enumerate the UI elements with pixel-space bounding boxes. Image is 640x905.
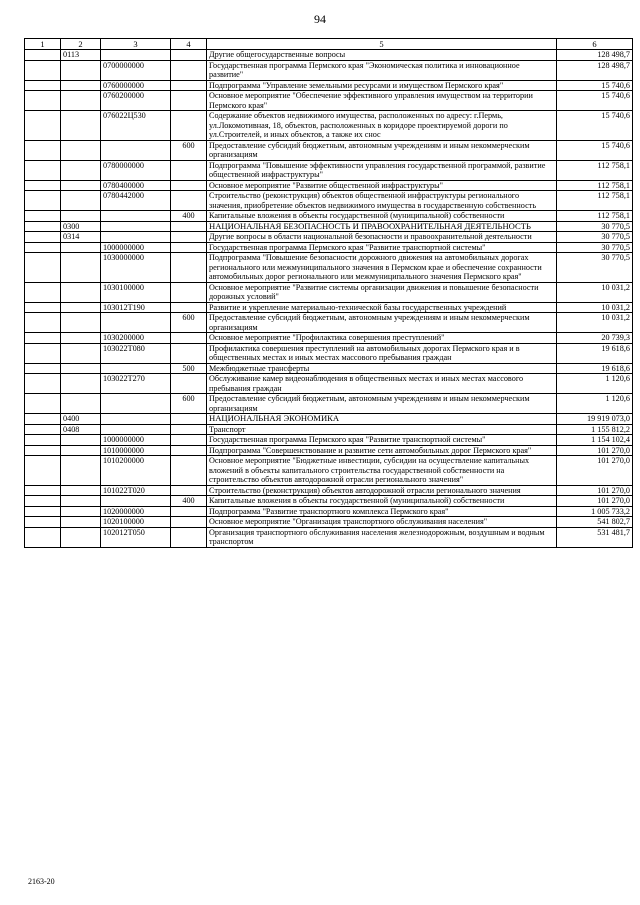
cell-section	[25, 313, 61, 333]
cell-amount: 1 155 812,2	[557, 424, 633, 435]
cell-expense-type	[171, 414, 207, 425]
cell-section	[25, 80, 61, 91]
budget-table	[24, 38, 633, 548]
table-row	[25, 50, 633, 61]
cell-target-article: 101022Т020	[101, 485, 171, 496]
cell-description: Основное мероприятие "Бюджетные инвестиции, субсидии на осуществление капитальных вложений в объекты капитального строительства государственной собственности на строительство объектов автодорожной отрасли регионального значения"	[207, 456, 557, 486]
cell-section	[25, 221, 61, 232]
cell-description: Предоставление субсидий бюджетным, автономным учреждениям и иным некоммерческим организациям	[207, 313, 557, 333]
cell-expense-type: 600	[171, 313, 207, 333]
table-row	[25, 343, 633, 363]
cell-target-article	[101, 496, 171, 507]
cell-expense-type	[171, 221, 207, 232]
cell-expense-type	[171, 424, 207, 435]
table-row	[25, 282, 633, 302]
cell-section	[25, 160, 61, 180]
cell-target-article	[101, 313, 171, 333]
table-row	[25, 445, 633, 456]
table-row	[25, 242, 633, 253]
cell-description: Основное мероприятие "Организация транспортного обслуживания населения"	[207, 517, 557, 528]
table-row	[25, 221, 633, 232]
cell-amount: 10 031,2	[557, 313, 633, 333]
cell-expense-type	[171, 232, 207, 243]
table-row	[25, 232, 633, 243]
header-row	[25, 39, 633, 50]
cell-section	[25, 527, 61, 547]
cell-subsection	[61, 302, 101, 313]
cell-section	[25, 374, 61, 394]
cell-section	[25, 394, 61, 414]
cell-section	[25, 60, 61, 80]
cell-subsection	[61, 363, 101, 374]
cell-expense-type	[171, 60, 207, 80]
cell-subsection	[61, 485, 101, 496]
cell-expense-type: 500	[171, 363, 207, 374]
cell-target-article	[101, 140, 171, 160]
cell-amount: 101 270,0	[557, 456, 633, 486]
cell-expense-type: 600	[171, 394, 207, 414]
cell-section	[25, 282, 61, 302]
cell-section	[25, 242, 61, 253]
cell-section	[25, 333, 61, 344]
table-body	[25, 50, 633, 548]
cell-target-article: 0780442000	[101, 191, 171, 211]
cell-section	[25, 191, 61, 211]
cell-section	[25, 253, 61, 283]
cell-section	[25, 445, 61, 456]
cell-section	[25, 343, 61, 363]
cell-section	[25, 211, 61, 222]
cell-section	[25, 111, 61, 141]
table-row	[25, 414, 633, 425]
table-row	[25, 506, 633, 517]
cell-subsection	[61, 456, 101, 486]
cell-description: Развитие и укрепление материально-технической базы государственных учреждений	[207, 302, 557, 313]
cell-description: Основное мероприятие "Профилактика совершения преступлений"	[207, 333, 557, 344]
cell-description: Подпрограмма "Повышение эффективности управления государственной программой, развитие общественной инфраструктуры"	[207, 160, 557, 180]
cell-subsection	[61, 242, 101, 253]
cell-subsection: 0314	[61, 232, 101, 243]
table-row	[25, 160, 633, 180]
cell-target-article	[101, 221, 171, 232]
table-header	[25, 39, 633, 50]
cell-expense-type	[171, 445, 207, 456]
cell-amount: 15 740,6	[557, 140, 633, 160]
cell-description: Другие вопросы в области национальной безопасности и правоохранительной деятельности	[207, 232, 557, 243]
cell-subsection	[61, 527, 101, 547]
cell-subsection	[61, 282, 101, 302]
cell-description: Основное мероприятие "Обеспечение эффективного управления имуществом на территории Пермского края"	[207, 91, 557, 111]
cell-description: Другие общегосударственные вопросы	[207, 50, 557, 61]
cell-amount: 1 154 102,4	[557, 435, 633, 446]
header-col-6: 6	[557, 39, 633, 50]
cell-subsection	[61, 191, 101, 211]
cell-amount: 128 498,7	[557, 50, 633, 61]
cell-section	[25, 456, 61, 486]
cell-target-article: 1000000000	[101, 242, 171, 253]
cell-subsection	[61, 496, 101, 507]
cell-target-article	[101, 363, 171, 374]
cell-subsection	[61, 394, 101, 414]
table-row	[25, 313, 633, 333]
cell-subsection	[61, 111, 101, 141]
cell-expense-type	[171, 282, 207, 302]
table-row	[25, 191, 633, 211]
cell-expense-type	[171, 50, 207, 61]
cell-subsection	[61, 211, 101, 222]
cell-target-article	[101, 50, 171, 61]
cell-subsection: 0400	[61, 414, 101, 425]
table-row	[25, 527, 633, 547]
cell-amount: 15 740,6	[557, 80, 633, 91]
cell-description: НАЦИОНАЛЬНАЯ ЭКОНОМИКА	[207, 414, 557, 425]
cell-expense-type	[171, 456, 207, 486]
cell-subsection	[61, 91, 101, 111]
cell-amount: 101 270,0	[557, 496, 633, 507]
cell-target-article	[101, 424, 171, 435]
cell-expense-type	[171, 91, 207, 111]
cell-amount: 101 270,0	[557, 445, 633, 456]
cell-target-article: 0780400000	[101, 180, 171, 191]
page-number: 94	[314, 12, 326, 26]
cell-expense-type	[171, 435, 207, 446]
cell-expense-type	[171, 111, 207, 141]
cell-amount: 30 770,5	[557, 253, 633, 283]
cell-target-article	[101, 232, 171, 243]
cell-amount: 112 758,1	[557, 160, 633, 180]
cell-description: Транспорт	[207, 424, 557, 435]
cell-section	[25, 496, 61, 507]
cell-amount: 30 770,5	[557, 232, 633, 243]
cell-description: Государственная программа Пермского края "Развитие транспортной системы"	[207, 435, 557, 446]
cell-section	[25, 91, 61, 111]
cell-subsection	[61, 343, 101, 363]
cell-amount: 101 270,0	[557, 485, 633, 496]
cell-amount: 112 758,1	[557, 211, 633, 222]
cell-target-article: 076022Ц530	[101, 111, 171, 141]
cell-amount: 10 031,2	[557, 282, 633, 302]
table-row	[25, 180, 633, 191]
cell-description: Профилактика совершения преступлений на автомобильных дорогах Пермского края и в общественных местах и иных местах массового пребывания граждан	[207, 343, 557, 363]
cell-description: Строительство (реконструкция) объектов общественной инфраструктуры регионального значения, приобретение объектов недвижимого имущества в государственную собственность	[207, 191, 557, 211]
cell-subsection	[61, 506, 101, 517]
cell-amount: 30 770,5	[557, 242, 633, 253]
cell-subsection	[61, 180, 101, 191]
cell-amount: 541 802,7	[557, 517, 633, 528]
cell-description: Обслуживание камер видеонаблюдения в общественных местах и иных местах массового пребывания граждан	[207, 374, 557, 394]
cell-description: Капитальные вложения в объекты государственной (муниципальной) собственности	[207, 496, 557, 507]
cell-target-article: 0780000000	[101, 160, 171, 180]
cell-subsection	[61, 445, 101, 456]
cell-description: Межбюджетные трансферты	[207, 363, 557, 374]
cell-amount: 15 740,6	[557, 91, 633, 111]
cell-target-article: 1020100000	[101, 517, 171, 528]
cell-expense-type	[171, 333, 207, 344]
cell-subsection	[61, 60, 101, 80]
cell-description: Государственная программа Пермского края "Развитие транспортной системы"	[207, 242, 557, 253]
table-row	[25, 517, 633, 528]
cell-expense-type: 600	[171, 140, 207, 160]
cell-section	[25, 302, 61, 313]
cell-amount: 112 758,1	[557, 180, 633, 191]
cell-expense-type	[171, 527, 207, 547]
cell-amount: 128 498,7	[557, 60, 633, 80]
cell-description: Предоставление субсидий бюджетным, автономным учреждениям и иным некоммерческим организациям	[207, 394, 557, 414]
cell-expense-type	[171, 374, 207, 394]
cell-target-article: 1020000000	[101, 506, 171, 517]
table-row	[25, 111, 633, 141]
cell-subsection	[61, 253, 101, 283]
table-row	[25, 60, 633, 80]
cell-description: Содержание объектов недвижимого имущества, расположенных по адресу: г.Пермь, ул.Локомотивная, 18, объектов, расположенных в коридоре проектируемой дороги по ул.Строителей, и иных объектов, а также их снос	[207, 111, 557, 141]
cell-section	[25, 517, 61, 528]
cell-section	[25, 414, 61, 425]
cell-amount: 10 031,2	[557, 302, 633, 313]
table-row	[25, 211, 633, 222]
table-row	[25, 394, 633, 414]
cell-subsection	[61, 313, 101, 333]
footer-code: 2163-20	[28, 877, 55, 886]
cell-target-article: 103022Т080	[101, 343, 171, 363]
cell-target-article: 0700000000	[101, 60, 171, 80]
table-row	[25, 374, 633, 394]
table-row	[25, 435, 633, 446]
cell-description: Основное мероприятие "Развитие системы организации движения и повышение безопасности дорожных условий"	[207, 282, 557, 302]
cell-amount: 19 919 073,0	[557, 414, 633, 425]
cell-target-article: 1010200000	[101, 456, 171, 486]
table-row	[25, 91, 633, 111]
cell-subsection	[61, 374, 101, 394]
table-row	[25, 424, 633, 435]
cell-section	[25, 363, 61, 374]
cell-target-article	[101, 394, 171, 414]
cell-subsection	[61, 517, 101, 528]
cell-expense-type: 400	[171, 211, 207, 222]
cell-subsection	[61, 140, 101, 160]
cell-target-article: 103022Т270	[101, 374, 171, 394]
cell-description: Подпрограмма "Управление земельными ресурсами и имуществом Пермского края"	[207, 80, 557, 91]
cell-subsection: 0408	[61, 424, 101, 435]
table-row	[25, 485, 633, 496]
cell-target-article: 1030100000	[101, 282, 171, 302]
table-row	[25, 140, 633, 160]
cell-subsection	[61, 435, 101, 446]
header-col-4: 4	[171, 39, 207, 50]
cell-amount: 19 618,6	[557, 343, 633, 363]
cell-expense-type	[171, 343, 207, 363]
cell-target-article: 1030200000	[101, 333, 171, 344]
cell-amount: 1 005 733,2	[557, 506, 633, 517]
cell-amount: 15 740,6	[557, 111, 633, 141]
cell-description: Подпрограмма "Совершенствование и развитие сети автомобильных дорог Пермского края"	[207, 445, 557, 456]
cell-subsection: 0113	[61, 50, 101, 61]
cell-description: Предоставление субсидий бюджетным, автономным учреждениям и иным некоммерческим организациям	[207, 140, 557, 160]
cell-expense-type	[171, 242, 207, 253]
table-row	[25, 302, 633, 313]
cell-section	[25, 50, 61, 61]
cell-description: Капитальные вложения в объекты государственной (муниципальной) собственности	[207, 211, 557, 222]
cell-section	[25, 506, 61, 517]
cell-target-article: 0760000000	[101, 80, 171, 91]
table-row	[25, 456, 633, 486]
cell-target-article: 103012Т190	[101, 302, 171, 313]
header-col-2: 2	[61, 39, 101, 50]
cell-subsection	[61, 333, 101, 344]
cell-amount: 19 618,6	[557, 363, 633, 374]
cell-description: Организация транспортного обслуживания населения железнодорожным, воздушным и водным транспортом	[207, 527, 557, 547]
cell-amount: 112 758,1	[557, 191, 633, 211]
cell-target-article: 1010000000	[101, 445, 171, 456]
cell-expense-type: 400	[171, 496, 207, 507]
cell-expense-type	[171, 302, 207, 313]
cell-description: Подпрограмма "Повышение безопасности дорожного движения на автомобильных дорогах регионального или межмуниципального значения в Пермском крае и обеспечение сохранности автомобильных дорог регионального или межмуниципального значения Пермского края"	[207, 253, 557, 283]
cell-amount: 30 770,5	[557, 221, 633, 232]
cell-target-article	[101, 211, 171, 222]
cell-target-article: 102012Т050	[101, 527, 171, 547]
cell-target-article: 1030000000	[101, 253, 171, 283]
cell-description: Государственная программа Пермского края "Экономическая политика и инновационное развитие"	[207, 60, 557, 80]
cell-target-article	[101, 414, 171, 425]
cell-amount: 1 120,6	[557, 394, 633, 414]
cell-expense-type	[171, 517, 207, 528]
cell-expense-type	[171, 191, 207, 211]
cell-section	[25, 485, 61, 496]
cell-section	[25, 140, 61, 160]
cell-expense-type	[171, 506, 207, 517]
cell-subsection	[61, 80, 101, 91]
table-row	[25, 496, 633, 507]
table-row	[25, 80, 633, 91]
table-row	[25, 333, 633, 344]
cell-section	[25, 180, 61, 191]
cell-amount: 1 120,6	[557, 374, 633, 394]
table-row	[25, 363, 633, 374]
cell-section	[25, 424, 61, 435]
header-col-3: 3	[101, 39, 171, 50]
cell-subsection	[61, 160, 101, 180]
cell-amount: 20 739,3	[557, 333, 633, 344]
cell-amount: 531 481,7	[557, 527, 633, 547]
cell-target-article: 0760200000	[101, 91, 171, 111]
cell-expense-type	[171, 160, 207, 180]
cell-expense-type	[171, 485, 207, 496]
cell-section	[25, 435, 61, 446]
cell-description: Основное мероприятие "Развитие общественной инфраструктуры"	[207, 180, 557, 191]
cell-section	[25, 232, 61, 243]
cell-target-article: 1000000000	[101, 435, 171, 446]
cell-expense-type	[171, 180, 207, 191]
cell-description: НАЦИОНАЛЬНАЯ БЕЗОПАСНОСТЬ И ПРАВООХРАНИТЕЛЬНАЯ ДЕЯТЕЛЬНОСТЬ	[207, 221, 557, 232]
cell-description: Подпрограмма "Развитие транспортного комплекса Пермского края"	[207, 506, 557, 517]
header-col-5: 5	[207, 39, 557, 50]
header-col-1: 1	[25, 39, 61, 50]
cell-expense-type	[171, 253, 207, 283]
cell-subsection: 0300	[61, 221, 101, 232]
cell-expense-type	[171, 80, 207, 91]
cell-description: Строительство (реконструкция) объектов автодорожной отрасли регионального значения	[207, 485, 557, 496]
table-row	[25, 253, 633, 283]
